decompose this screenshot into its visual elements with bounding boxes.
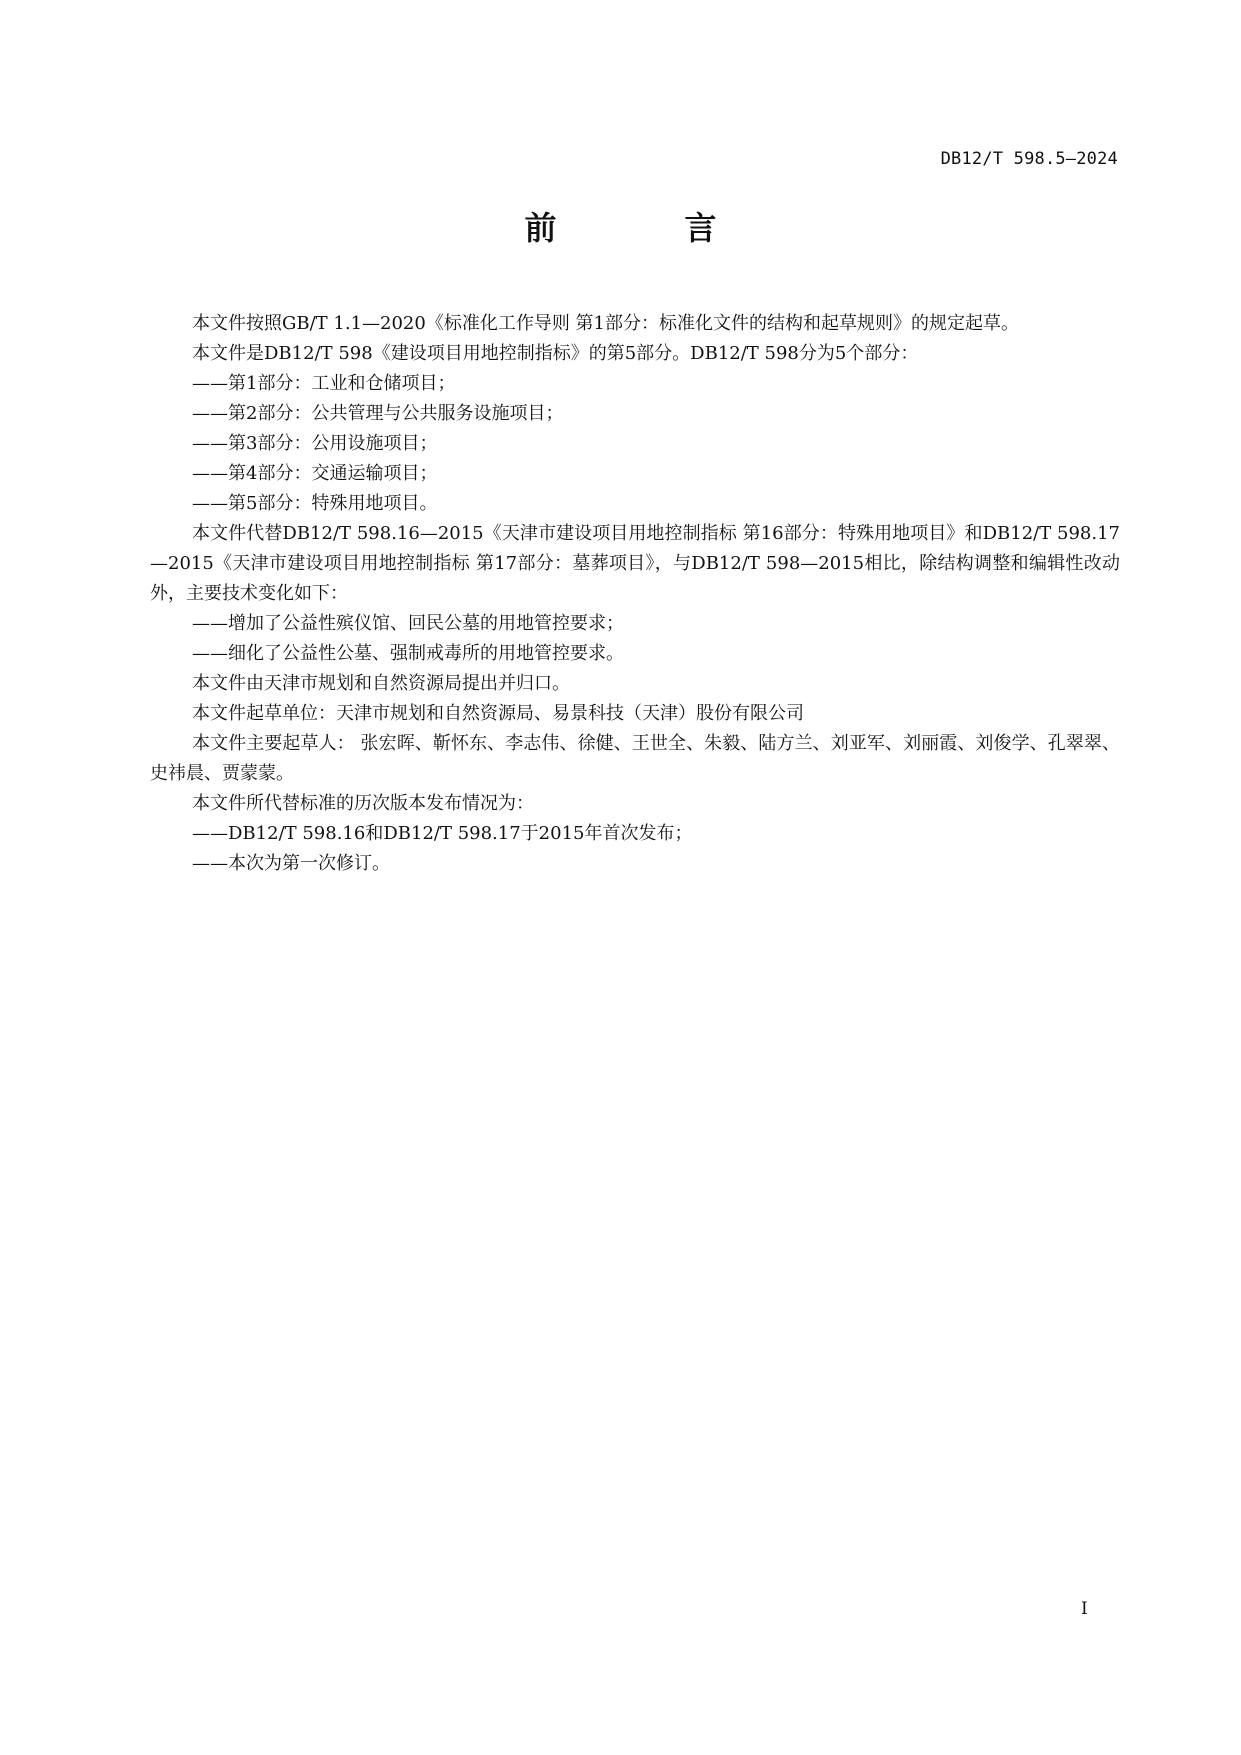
list-item-part-5: ——第5部分：特殊用地项目。 — [192, 493, 438, 514]
paragraph-proposer: 本文件由天津市规划和自然资源局提出并归口。 — [192, 673, 570, 694]
list-item-part-2: ——第2部分：公共管理与公共服务设施项目； — [192, 403, 564, 424]
page-number: I — [1081, 1599, 1088, 1619]
list-item-part-1: ——第1部分：工业和仓储项目； — [192, 373, 456, 394]
page-title: 前 言 — [524, 209, 765, 247]
standard-number: DB12/T 598.5—2024 — [940, 149, 1118, 169]
list-item-part-3: ——第3部分：公用设施项目； — [192, 433, 438, 454]
paragraph-part-structure: 本文件是DB12/T 598《建设项目用地控制指标》的第5部分。DB12/T 598分为5个部分： — [192, 343, 919, 364]
list-item-change-2: ——细化了公益性公墓、强制戒毒所的用地管控要求。 — [192, 643, 624, 664]
list-item-history-1: ——DB12/T 598.16和DB12/T 598.17于2015年首次发布； — [192, 823, 693, 844]
list-item-history-2: ——本次为第一次修订。 — [192, 853, 390, 874]
paragraph-drafting-units: 本文件起草单位：天津市规划和自然资源局、易景科技（天津）股份有限公司 — [192, 703, 804, 724]
paragraph-replacement: 本文件代替DB12/T 598.16—2015《天津市建设项目用地控制指标 第16部分：特殊用地项目》和DB12/T 598.17—2015《天津市建设项目用地控制指标 第17部分：墓葬项目》，与DB12/T 598—2015相比，除结构调整和编辑性改动外，主要技术变化如下： — [150, 523, 1120, 604]
paragraph-history-intro: 本文件所代替标准的历次版本发布情况为： — [192, 793, 534, 814]
paragraph-drafters: 本文件主要起草人： 张宏晖、靳怀东、李志伟、徐健、王世全、朱毅、陆方兰、刘亚军、刘丽霞、刘俊学、孔翠翠、史祎晨、贾蒙蒙。 — [150, 733, 1120, 784]
foreword-body — [150, 309, 1120, 879]
list-item-change-1: ——增加了公益性殡仪馆、回民公墓的用地管控要求； — [192, 613, 624, 634]
paragraph-drafting-rules: 本文件按照GB/T 1.1—2020《标准化工作导则 第1部分：标准化文件的结构和起草规则》的规定起草。 — [192, 313, 1020, 334]
list-item-part-4: ——第4部分：交通运输项目； — [192, 463, 438, 484]
